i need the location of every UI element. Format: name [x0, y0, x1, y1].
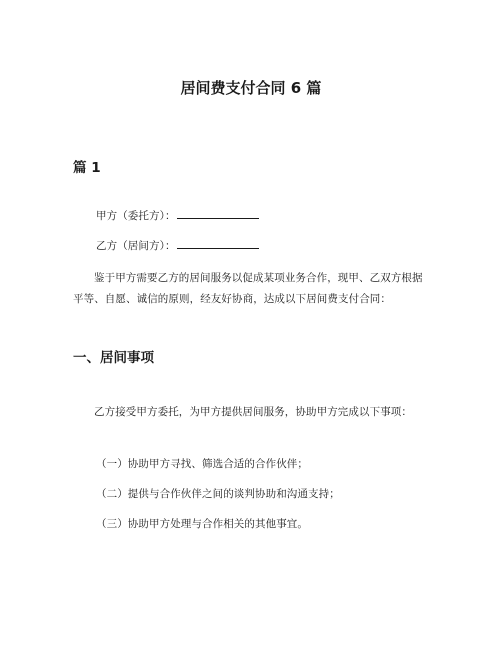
- article-1-paragraph: 乙方接受甲方委托，为甲方提供居间服务，协助甲方完成以下事项：: [94, 406, 412, 418]
- party-a-label: 甲方（委托方）：: [96, 210, 176, 222]
- article-1-heading: 一、居间事项: [73, 350, 154, 366]
- party-a-line: [96, 206, 259, 227]
- party-a-blank: [177, 208, 259, 219]
- list-item: （三）协助甲方处理与合作相关的其他事宜。: [96, 518, 308, 530]
- list-item: （二）提供与合作伙伴之间的谈判协助和沟通支持；: [96, 488, 340, 500]
- party-b-label: 乙方（居间方）：: [96, 240, 176, 252]
- intro-paragraph: 鉴于甲方需要乙方的居间服务以促成某项业务合作，现甲、乙双方根据平等、自愿、诚信的原则，经友好协商，达成以下居间费支付合同：: [73, 272, 423, 305]
- document-title: 居间费支付合同 6 篇: [180, 79, 322, 97]
- party-b-blank: [177, 238, 259, 249]
- party-b-line: [96, 236, 259, 257]
- list-item: （一）协助甲方寻找、筛选合适的合作伙伴；: [96, 458, 308, 470]
- section-heading: 篇 1: [73, 160, 101, 176]
